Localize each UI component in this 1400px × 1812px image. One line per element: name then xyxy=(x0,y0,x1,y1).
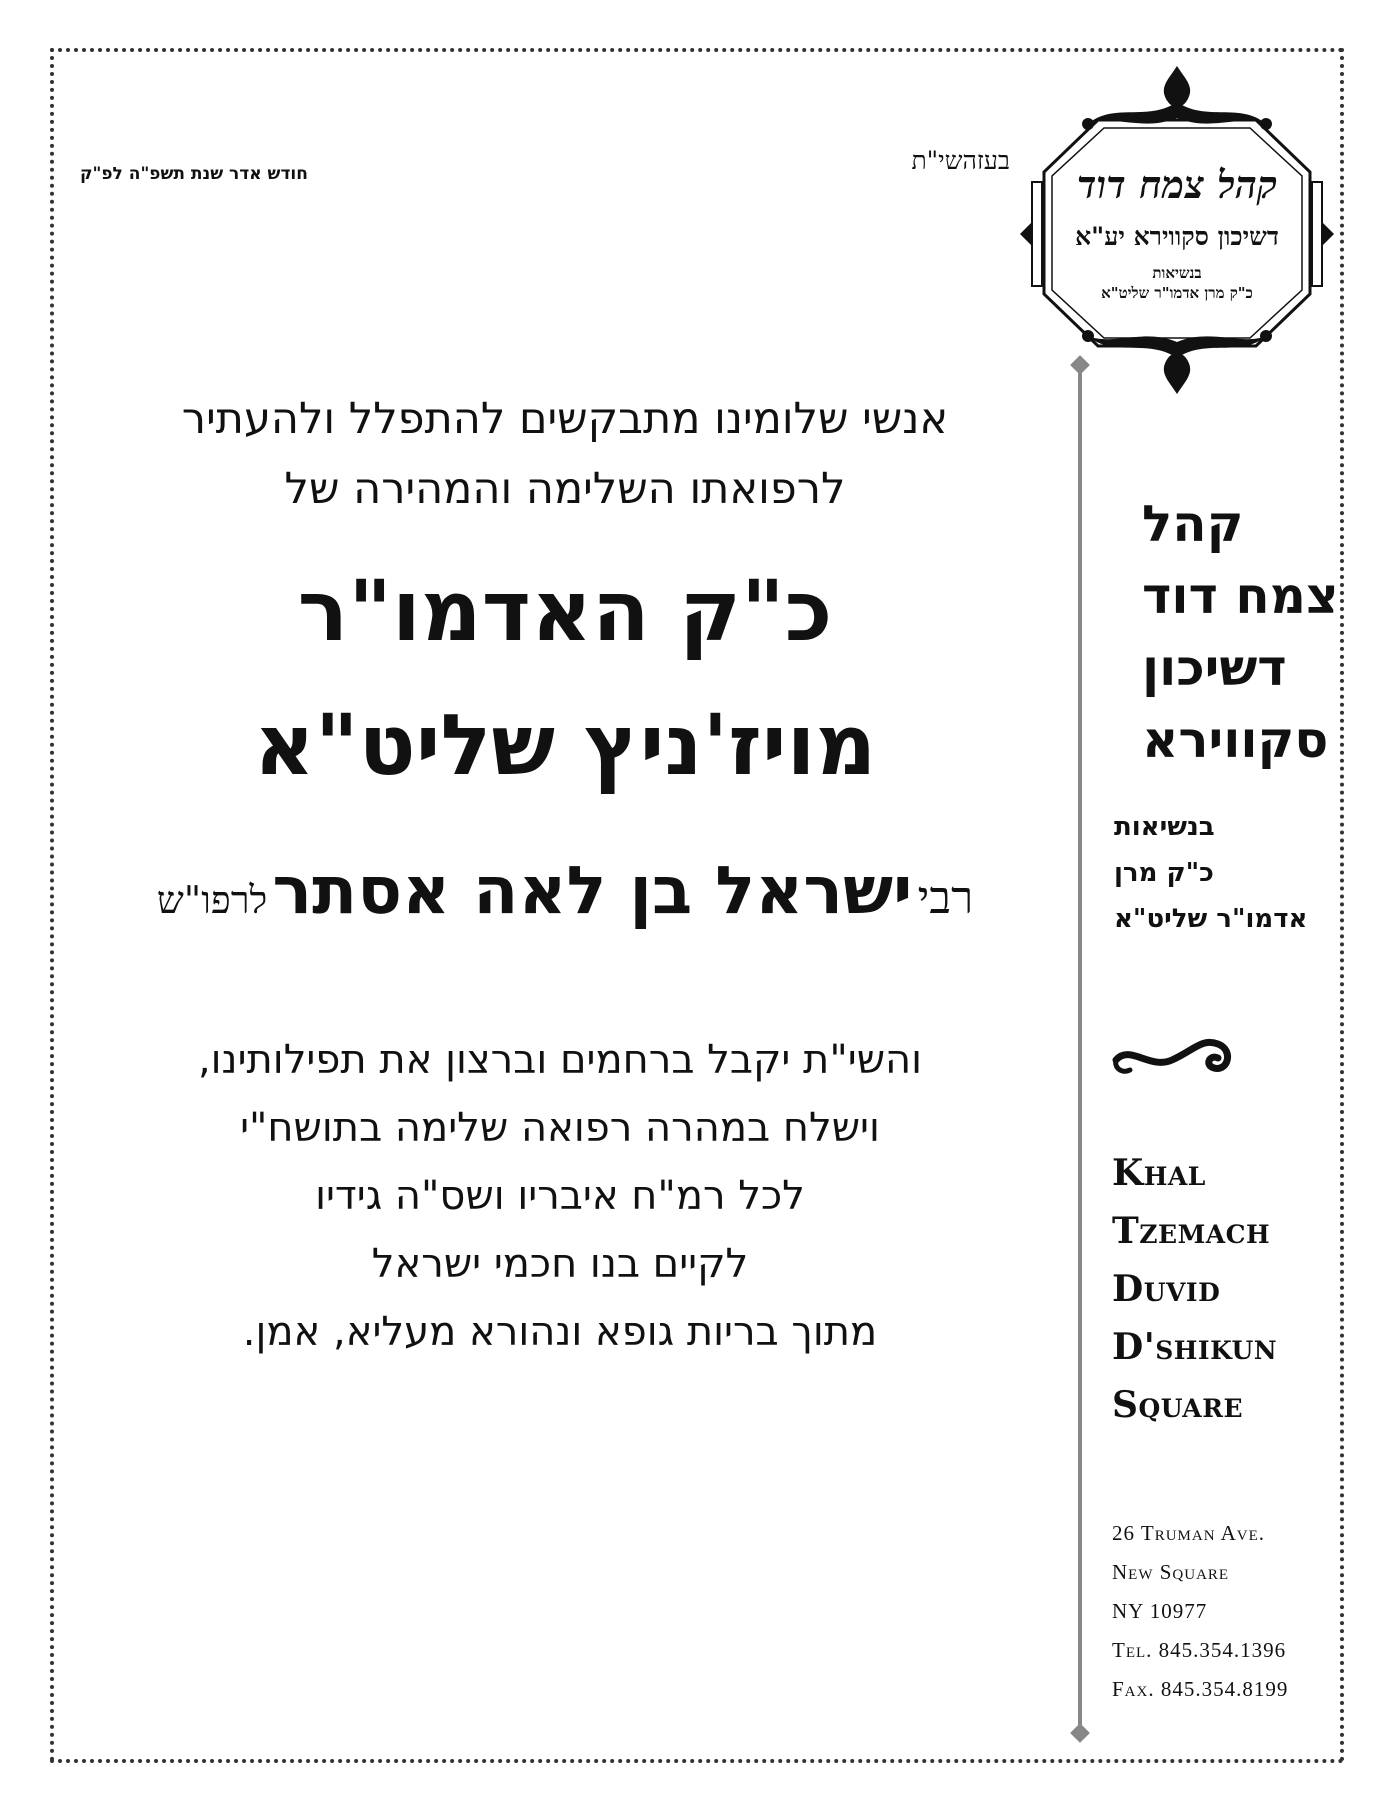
sidebar-hebrew-name xyxy=(1102,488,1342,776)
sidebar-sub-line: כ"ק מרן xyxy=(1114,858,1214,888)
prayer-block xyxy=(90,1026,1030,1366)
sidebar-english-name xyxy=(1112,1144,1277,1434)
address-line: 26 Truman Ave. xyxy=(1112,1521,1266,1545)
seal-line-2: דשיכון סקווירא יע"א xyxy=(1075,222,1279,251)
sidebar-english-line: Tzemach xyxy=(1112,1210,1271,1252)
prayer-line: לקיים בנו חכמי ישראל xyxy=(371,1241,749,1287)
date-line: חודש אדר שנת תשפ"ה לפ"ק xyxy=(80,164,308,184)
title-line-2: מויז'ניץ שליט"א xyxy=(253,696,877,794)
sidebar-address xyxy=(1112,1514,1288,1709)
intro-line-1: אנשי שלומינו מתבקשים להתפלל ולהעתיר xyxy=(181,394,949,444)
sidebar-english-line: D'shikun xyxy=(1112,1326,1278,1368)
sidebar-english-line: Khal xyxy=(1112,1152,1206,1194)
address-line: NY 10977 xyxy=(1112,1599,1208,1623)
sidebar-hebrew-line: סקווירא xyxy=(1142,711,1329,769)
sidebar-hebrew-line: קהל xyxy=(1142,495,1244,553)
prayer-line: מתוך בריות גופא ונהורא מעליא, אמן. xyxy=(242,1309,878,1355)
seal-line-4: כ"ק מרן אדמו"ר שליט"א xyxy=(1101,284,1253,302)
sidebar-sub-line: אדמו"ר שליט"א xyxy=(1114,904,1308,934)
sidebar-divider xyxy=(1078,366,1082,1730)
patient-name: ישראל בן לאה אסתר xyxy=(272,852,913,929)
patient-name-line xyxy=(70,846,1060,953)
title-line-1: כ"ק האדמו"ר xyxy=(297,562,833,660)
sidebar-hebrew-line: צמח דוד xyxy=(1142,567,1339,625)
sidebar-leadership xyxy=(1102,804,1342,942)
prayer-line: וישלח במהרה רפואה שלימה בתושח"י xyxy=(240,1105,880,1151)
name-prefix: רבי xyxy=(917,871,974,924)
swirl-ornament-icon xyxy=(1110,1030,1240,1086)
community-seal xyxy=(1018,62,1336,398)
bs-header: בעזהשי"ת xyxy=(911,146,1010,175)
sidebar-hebrew-line: דשיכון xyxy=(1142,639,1287,697)
name-suffix: לרפו"ש xyxy=(156,878,268,922)
intro-line-2: לרפואתו השלימה והמהירה של xyxy=(284,464,846,514)
sidebar-english-line: Square xyxy=(1112,1384,1244,1426)
prayer-line: והשי"ת יקבל ברחמים וברצון את תפילותינו, xyxy=(197,1037,923,1083)
fax-line: Fax. 845.354.8199 xyxy=(1112,1677,1289,1701)
sidebar-sub-line: בנשיאות xyxy=(1114,812,1215,842)
seal-line-1: קהל צמח דוד xyxy=(1076,162,1278,207)
prayer-line: לכל רמ"ח איבריו ושס"ה גידיו xyxy=(315,1173,805,1219)
seal-line-3: בנשיאות xyxy=(1152,264,1202,282)
sidebar-english-line: Duvid xyxy=(1112,1268,1221,1310)
phone-line: Tel. 845.354.1396 xyxy=(1112,1638,1287,1662)
address-line: New Square xyxy=(1112,1560,1230,1584)
